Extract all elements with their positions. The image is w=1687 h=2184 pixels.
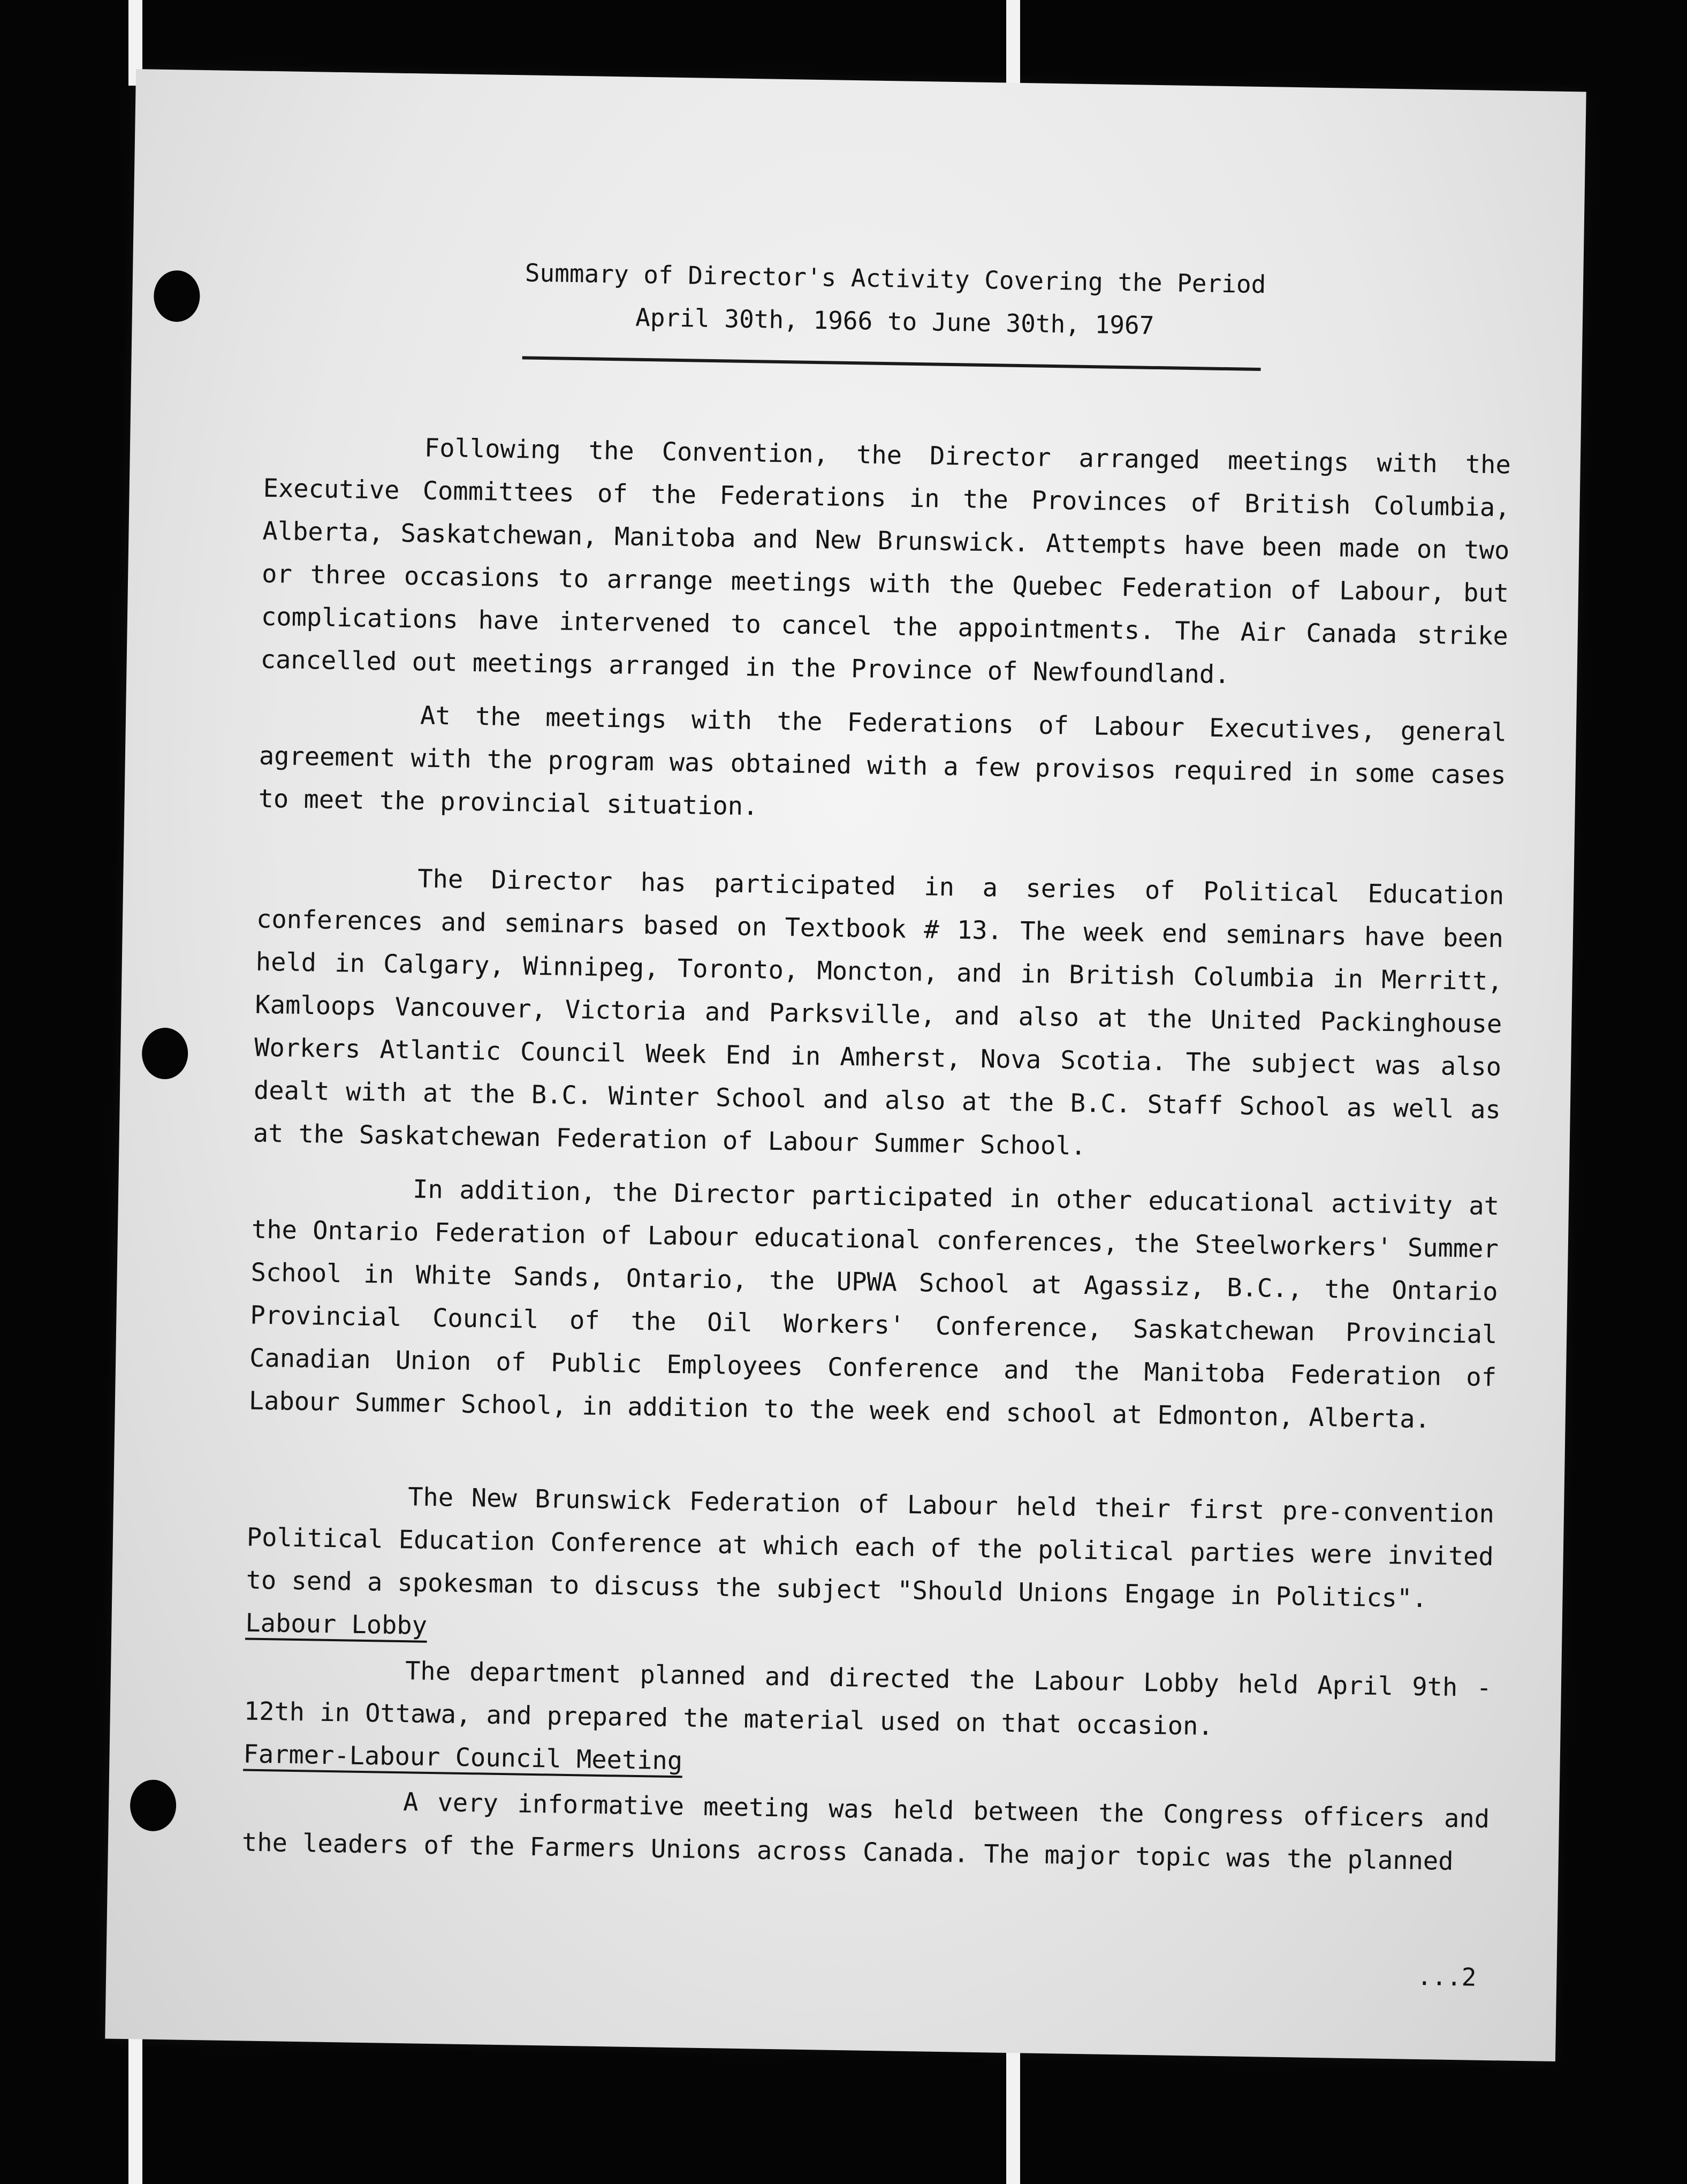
paragraph-new-brunswick: The New Brunswick Federation of Labour held their first pre-convention Political Education Conference at which each of the political parties were invited to send a spokesman to discuss the subject "Should Unions Engage in Politics".: [246, 1482, 1495, 1614]
heading-rule: [522, 356, 1261, 371]
document-body: [136, 69, 1586, 1992]
page-continuation-marker: ...2: [1417, 1961, 1477, 1992]
section-title-farmer-labour: Farmer-Labour Council Meeting: [243, 1739, 683, 1776]
paragraph-labour-lobby: The department planned and directed the Labour Lobby held April 9th - 12th in Ottawa, and prepared the material used on that occasion.: [244, 1656, 1492, 1741]
paragraph-federation-agreement: At the meetings with the Federations of Labour Executives, general agreement with the program was obtained with a few provisos required in some cases to meet the provincial situation.: [258, 701, 1507, 822]
film-edge-right-top: [1006, 0, 1020, 86]
paragraph-political-education: The Director has participated in a series of Political Education conferences and seminars based on Textbook # 13. The week end seminars have been held in Calgary, Winnipeg, Toronto, Moncton, and in British Columbia in Merritt, Kamloops Vancouver, Victoria and Parksville, and also at the United Packinghouse Workers Atlantic Council Week End in Amherst, Nova Scotia. The subject was also dealt with at the B.C. Winter School and also at the B.C. Staff School as well as at the Saskatchewan Federation of Labour Summer School.: [253, 864, 1504, 1162]
heading-line-2: April 30th, 1966 to June 30th, 1967: [635, 302, 1154, 340]
heading-line-1: Summary of Director's Activity Covering the Period: [525, 258, 1266, 299]
punch-hole-bottom: [130, 1779, 176, 1831]
film-edge-right-bottom: [1006, 2034, 1020, 2184]
section-title-labour-lobby: Labour Lobby: [245, 1608, 428, 1641]
paragraph-educational-activity: In addition, the Director participated in other educational activity at the Ontario Federation of Labour educational conferences, the Steelworkers' Summer School in White Sands, Ontario, the UPWA School at Agassiz, B.C., the Ontario Provincial Council of the Oil Workers' Conference, Saskatchewan Provincial Canadian Union of Public Employees Conference and the Manitoba Federation of Labour Summer School, in addition to the week end school at Edmonton, Alberta.: [248, 1174, 1500, 1435]
punch-hole-top: [154, 270, 200, 322]
paragraph-convention-meetings: Following the Convention, the Director arranged meetings with the Executive Committees of the Federations in the Provinces of British Columbia, Alberta, Saskatchewan, Manitoba and New Brunswick. Attempts have been made on two or three occasions to arrange meetings with the Quebec Federation of Labour, but complications have intervened to cancel the appointments. The Air Canada strike cancelled out meetings arranged in the Province of Newfoundland.: [260, 433, 1511, 690]
punch-hole-middle: [141, 1027, 188, 1079]
paragraph-farmer-labour: A very informative meeting was held between the Congress officers and the leaders of the Farmers Unions across Canada. The major topic was the planned: [241, 1787, 1490, 1877]
film-edge-left-bottom: [128, 2034, 142, 2184]
document-page: [105, 69, 1586, 2061]
